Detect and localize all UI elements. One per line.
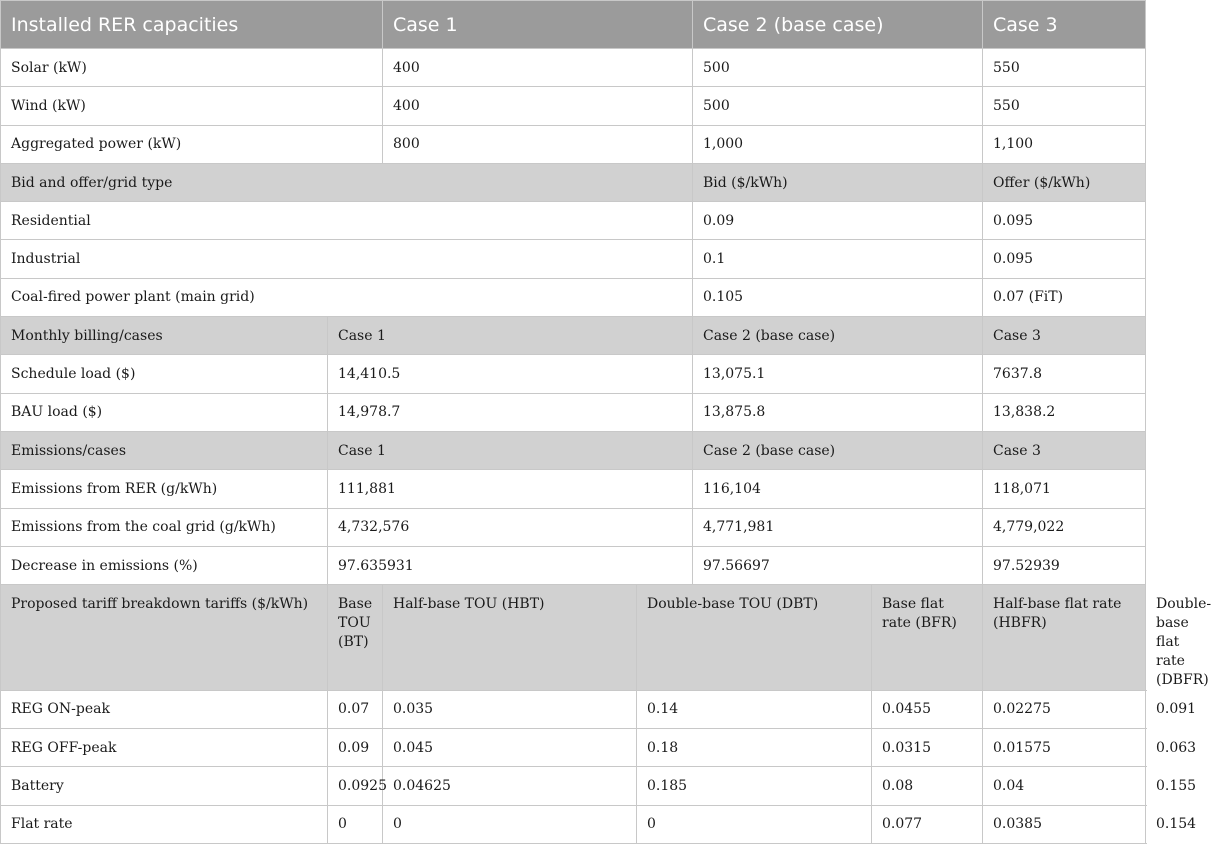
row-label: Wind (kW) [1,87,383,125]
cell: 7637.8 [983,355,1146,393]
row-label: Decrease in emissions (%) [1,546,328,584]
header-cell: Case 1 [328,317,693,355]
header-cell: Proposed tariff breakdown tariffs ($/kWh) [1,585,328,690]
cell: 97.52939 [983,546,1146,584]
cell: 0.02275 [983,690,1146,728]
table-row [1,278,1146,316]
header-cell: Base TOU (BT) [328,585,383,690]
row-label: REG OFF-peak [1,728,328,766]
cell: 13,838.2 [983,393,1146,431]
row-label: Battery [1,767,328,805]
header-cell: Case 2 (base case) [693,317,983,355]
row-label: Industrial [1,240,693,278]
header-cell: Half-base TOU (HBT) [383,585,637,690]
cell: 500 [693,49,983,87]
cell: 1,000 [693,125,983,163]
cell: 400 [383,49,693,87]
header-cell: Monthly billing/cases [1,317,328,355]
row-label: Solar (kW) [1,49,383,87]
cell: 0.0315 [872,728,983,766]
table-row [1,393,1146,431]
row-label: Flat rate [1,805,328,843]
cell: 97.635931 [328,546,693,584]
cell: 0 [637,805,872,843]
rer-header-row [1,1,1146,49]
table-row: Battery 0.0925 0.04625 0.185 0.08 0.04 0.155 [1,767,1146,805]
cell: 0.077 [872,805,983,843]
cell: 0.08 [872,767,983,805]
cell: 400 [383,87,693,125]
cell: 0 [328,805,383,843]
row-label: Aggregated power (kW) [1,125,383,163]
table-row [1,240,1146,278]
table-row [1,87,1146,125]
header-cell: Case 2 (base case) [693,431,983,469]
cell: 0.07 [328,690,383,728]
header-cell: Case 1 [383,1,693,49]
cell: 0.0925 [328,767,383,805]
cell: 0.0455 [872,690,983,728]
header-cell: Case 3 [983,1,1146,49]
cell: 0.095 [983,202,1146,240]
header-cell: Case 2 (base case) [693,1,983,49]
cell: 0.18 [637,728,872,766]
row-label: Emissions from RER (g/kWh) [1,470,328,508]
billing-header-row [1,317,1146,355]
cell: 0.04625 [383,767,637,805]
cell: 0.035 [383,690,637,728]
cell: 4,732,576 [328,508,693,546]
cell: 1,100 [983,125,1146,163]
cell: 0.14 [637,690,872,728]
emissions-header-row [1,431,1146,469]
header-cell: Double-base TOU (DBT) [637,585,872,690]
cell: 0.09 [693,202,983,240]
cell: 4,771,981 [693,508,983,546]
header-cell: Offer ($/kWh) [983,163,1146,201]
cell: 0.185 [637,767,872,805]
cell: 97.56697 [693,546,983,584]
header-cell: Case 1 [328,431,693,469]
row-label: REG ON-peak [1,690,328,728]
cell: 0.04 [983,767,1146,805]
table-row [1,470,1146,508]
header-cell: Case 3 [983,317,1146,355]
row-label: Residential [1,202,693,240]
cell: 800 [383,125,693,163]
cell: 550 [983,49,1146,87]
table-row: REG OFF-peak 0.09 0.045 0.18 0.0315 0.01575 0.063 [1,728,1146,766]
cell: 13,875.8 [693,393,983,431]
header-cell: Bid ($/kWh) [693,163,983,201]
cell: 0.045 [383,728,637,766]
table-row [1,202,1146,240]
cell: 550 [983,87,1146,125]
row-label: BAU load ($) [1,393,328,431]
header-cell: Base flat rate (BFR) [872,585,983,690]
cell: 0.0385 [983,805,1146,843]
table-row: REG ON-peak 0.07 0.035 0.14 0.0455 0.02275 0.091 [1,690,1146,728]
table-row: Flat rate 0 0 0 0.077 0.0385 0.154 [1,805,1146,843]
cell: 0.1 [693,240,983,278]
table-row [1,546,1146,584]
cell: 118,071 [983,470,1146,508]
header-cell: Case 3 [983,431,1146,469]
row-label: Emissions from the coal grid (g/kWh) [1,508,328,546]
header-cell: Installed RER capacities [1,1,383,49]
header-cell: Half-base flat rate (HBFR) [983,585,1146,690]
cell: 0.095 [983,240,1146,278]
cell: 14,410.5 [328,355,693,393]
cell: 14,978.7 [328,393,693,431]
cell: 0 [383,805,637,843]
cell: 4,779,022 [983,508,1146,546]
cell: 0.105 [693,278,983,316]
row-label: Schedule load ($) [1,355,328,393]
header-cell: Emissions/cases [1,431,328,469]
cell: 116,104 [693,470,983,508]
table-row [1,125,1146,163]
cell: 0.09 [328,728,383,766]
table-row [1,355,1146,393]
table-row [1,49,1146,87]
bid-header-row [1,163,1146,201]
header-cell: Bid and offer/grid type [1,163,693,201]
cell: 111,881 [328,470,693,508]
tariff-header-row: Proposed tariff breakdown tariffs ($/kWh) Base TOU (BT) Half-base TOU (HBT) Double-base TOU (DBT) Base flat rate (BFR) Half-base flat rate (HBFR) Double-base flat rate (DBFR) [1,585,1146,690]
cell: 0.07 (FiT) [983,278,1146,316]
cell: 13,075.1 [693,355,983,393]
cell: 500 [693,87,983,125]
table-row [1,508,1146,546]
row-label: Coal-fired power plant (main grid) [1,278,693,316]
cell: 0.01575 [983,728,1146,766]
